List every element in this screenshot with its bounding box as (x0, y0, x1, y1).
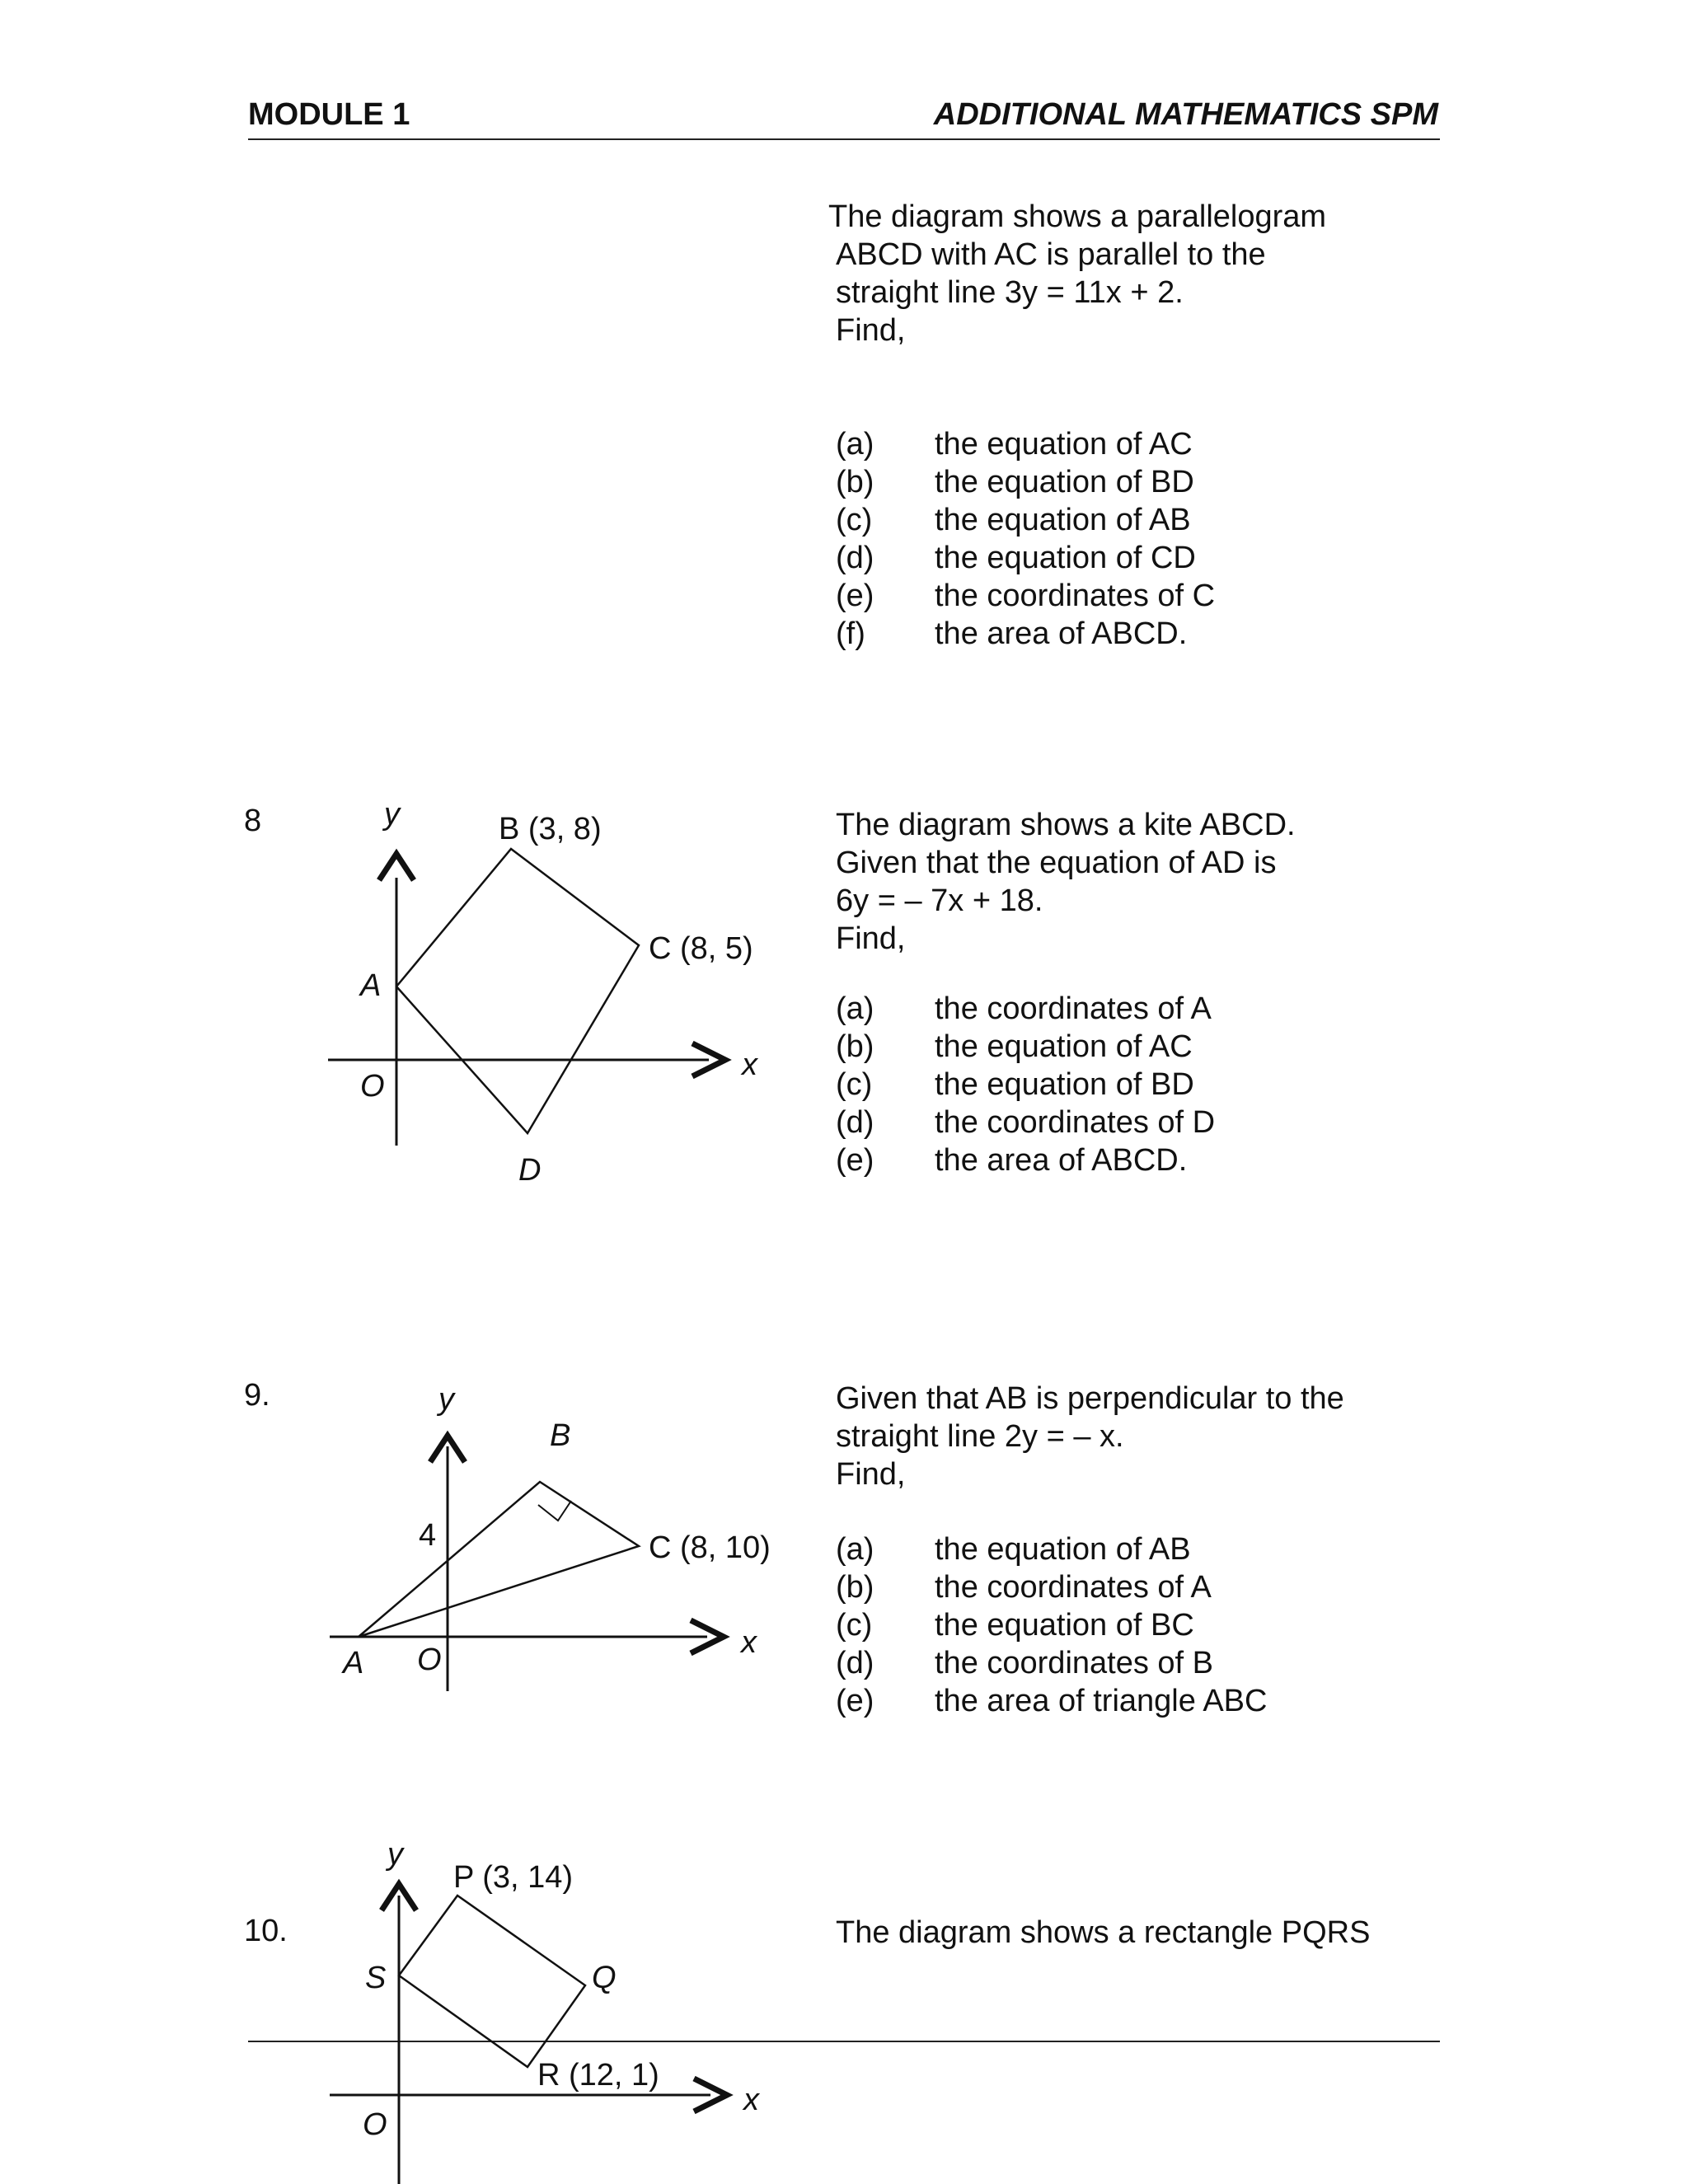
list-item (836, 1568, 1267, 1606)
list-item (836, 1141, 1215, 1179)
vertex-s-label: S (365, 1961, 387, 1995)
part-text: the coordinates of C (935, 579, 1216, 613)
vertex-d-label: D (518, 1153, 542, 1188)
q9-intro-line: straight line 2y = – x. (836, 1419, 1124, 1454)
part-text: the coordinates of A (935, 991, 1212, 1026)
part-label: (d) (836, 1646, 874, 1680)
y-axis-arrow-icon (382, 1884, 416, 1910)
q8-parts (836, 990, 1215, 1179)
list-item (836, 1028, 1215, 1066)
triangle-abc (359, 1482, 639, 1637)
q8-intro-line: 6y = – 7x + 18. (836, 883, 1043, 918)
vertex-b-label: B (3, 8) (499, 812, 602, 846)
y-axis-label: y (438, 1382, 454, 1417)
part-text: the equation of AC (935, 1029, 1193, 1064)
x-axis-arrow-icon (691, 1620, 724, 1653)
part-label: (b) (836, 465, 874, 499)
part-text: the equation of AB (935, 1532, 1191, 1567)
q9-parts (836, 1530, 1267, 1720)
x-axis-arrow-icon (694, 2079, 727, 2111)
q7-parts (836, 425, 1215, 653)
x-axis-label: x (741, 1625, 757, 1660)
part-text: the area of triangle ABC (935, 1684, 1268, 1718)
module-label: MODULE 1 (248, 97, 410, 132)
q8-intro-line: The diagram shows a kite ABCD. (836, 808, 1296, 842)
part-text: the coordinates of A (935, 1570, 1212, 1605)
q9-intro-line: Given that AB is perpendicular to the (836, 1381, 1344, 1416)
part-label: (e) (836, 1684, 874, 1718)
y-axis-arrow-icon (430, 1436, 465, 1462)
q7-intro-line: The diagram shows a parallelogram (828, 199, 1327, 234)
part-text: the area of ABCD. (935, 616, 1188, 651)
vertex-r-label: R (12, 1) (537, 2058, 659, 2093)
x-axis-label: x (743, 2083, 759, 2117)
part-text: the equation of CD (935, 541, 1196, 575)
part-text: the area of ABCD. (935, 1143, 1188, 1178)
vertex-a-label: A (343, 1646, 364, 1680)
part-label: (a) (836, 1532, 874, 1567)
subject-title: ADDITIONAL MATHEMATICS SPM (933, 97, 1438, 132)
q7-intro-line: straight line 3y = 11x + 2. (836, 275, 1184, 310)
part-label: (d) (836, 541, 874, 575)
part-label: (f) (836, 616, 865, 651)
origin-label: O (417, 1643, 442, 1677)
part-text: the equation of BC (935, 1608, 1194, 1643)
vertex-a-label: A (360, 968, 382, 1003)
q8-intro-line: Given that the equation of AD is (836, 846, 1277, 880)
q8-number: 8 (244, 804, 262, 838)
q9-intro (836, 1380, 1344, 1493)
q7-intro-line: ABCD with AC is parallel to the (836, 237, 1266, 272)
part-text: the equation of BD (935, 1067, 1194, 1102)
list-item (836, 425, 1215, 463)
y-axis-label: y (387, 1837, 403, 1872)
q10-intro: The diagram shows a rectangle PQRS (836, 1915, 1371, 1950)
part-label: (c) (836, 1608, 873, 1643)
part-label: (c) (836, 1067, 873, 1102)
list-item (836, 463, 1215, 501)
y-axis-label: y (384, 797, 400, 832)
part-label: (c) (836, 503, 873, 537)
x-axis-label: x (742, 1047, 757, 1082)
vertex-q-label: Q (592, 1961, 617, 1995)
y-intercept-label: 4 (419, 1518, 437, 1553)
list-item (836, 501, 1215, 539)
list-item (836, 1682, 1267, 1720)
part-text: the coordinates of B (935, 1646, 1213, 1680)
header-rule (248, 138, 1440, 140)
list-item (836, 990, 1215, 1028)
q9-number: 9. (244, 1378, 270, 1413)
part-label: (b) (836, 1029, 874, 1064)
x-axis-arrow-icon (692, 1043, 725, 1076)
vertex-b-label: B (550, 1418, 571, 1453)
list-item (836, 1104, 1215, 1141)
part-label: (e) (836, 1143, 874, 1178)
vertex-c-label: C (8, 10) (649, 1530, 771, 1565)
footer-rule (248, 2041, 1440, 2042)
q7-intro-line: Find, (836, 313, 906, 348)
vertex-p-label: P (3, 14) (453, 1860, 574, 1895)
list-item (836, 1530, 1267, 1568)
origin-label: O (360, 1069, 385, 1104)
list-item (836, 539, 1215, 577)
list-item (836, 615, 1215, 653)
q7-intro (828, 198, 1326, 349)
part-label: (a) (836, 991, 874, 1026)
q9-intro-line: Find, (836, 1457, 906, 1492)
part-text: the coordinates of D (935, 1105, 1216, 1140)
y-axis-arrow-icon (379, 854, 414, 880)
part-text: the equation of BD (935, 465, 1194, 499)
list-item (836, 1644, 1267, 1682)
part-label: (e) (836, 579, 874, 613)
list-item (836, 1066, 1215, 1104)
q8-intro-line: Find, (836, 921, 906, 956)
part-text: the equation of AC (935, 427, 1193, 462)
part-label: (b) (836, 1570, 874, 1605)
q8-intro (836, 806, 1296, 958)
part-label: (d) (836, 1105, 874, 1140)
list-item (836, 577, 1215, 615)
origin-label: O (363, 2107, 387, 2142)
right-angle-marker (538, 1501, 571, 1521)
q10-number: 10. (244, 1914, 288, 1948)
part-text: the equation of AB (935, 503, 1191, 537)
part-label: (a) (836, 427, 874, 462)
kite-abcd (396, 849, 639, 1133)
list-item (836, 1606, 1267, 1644)
vertex-c-label: C (8, 5) (649, 931, 753, 966)
